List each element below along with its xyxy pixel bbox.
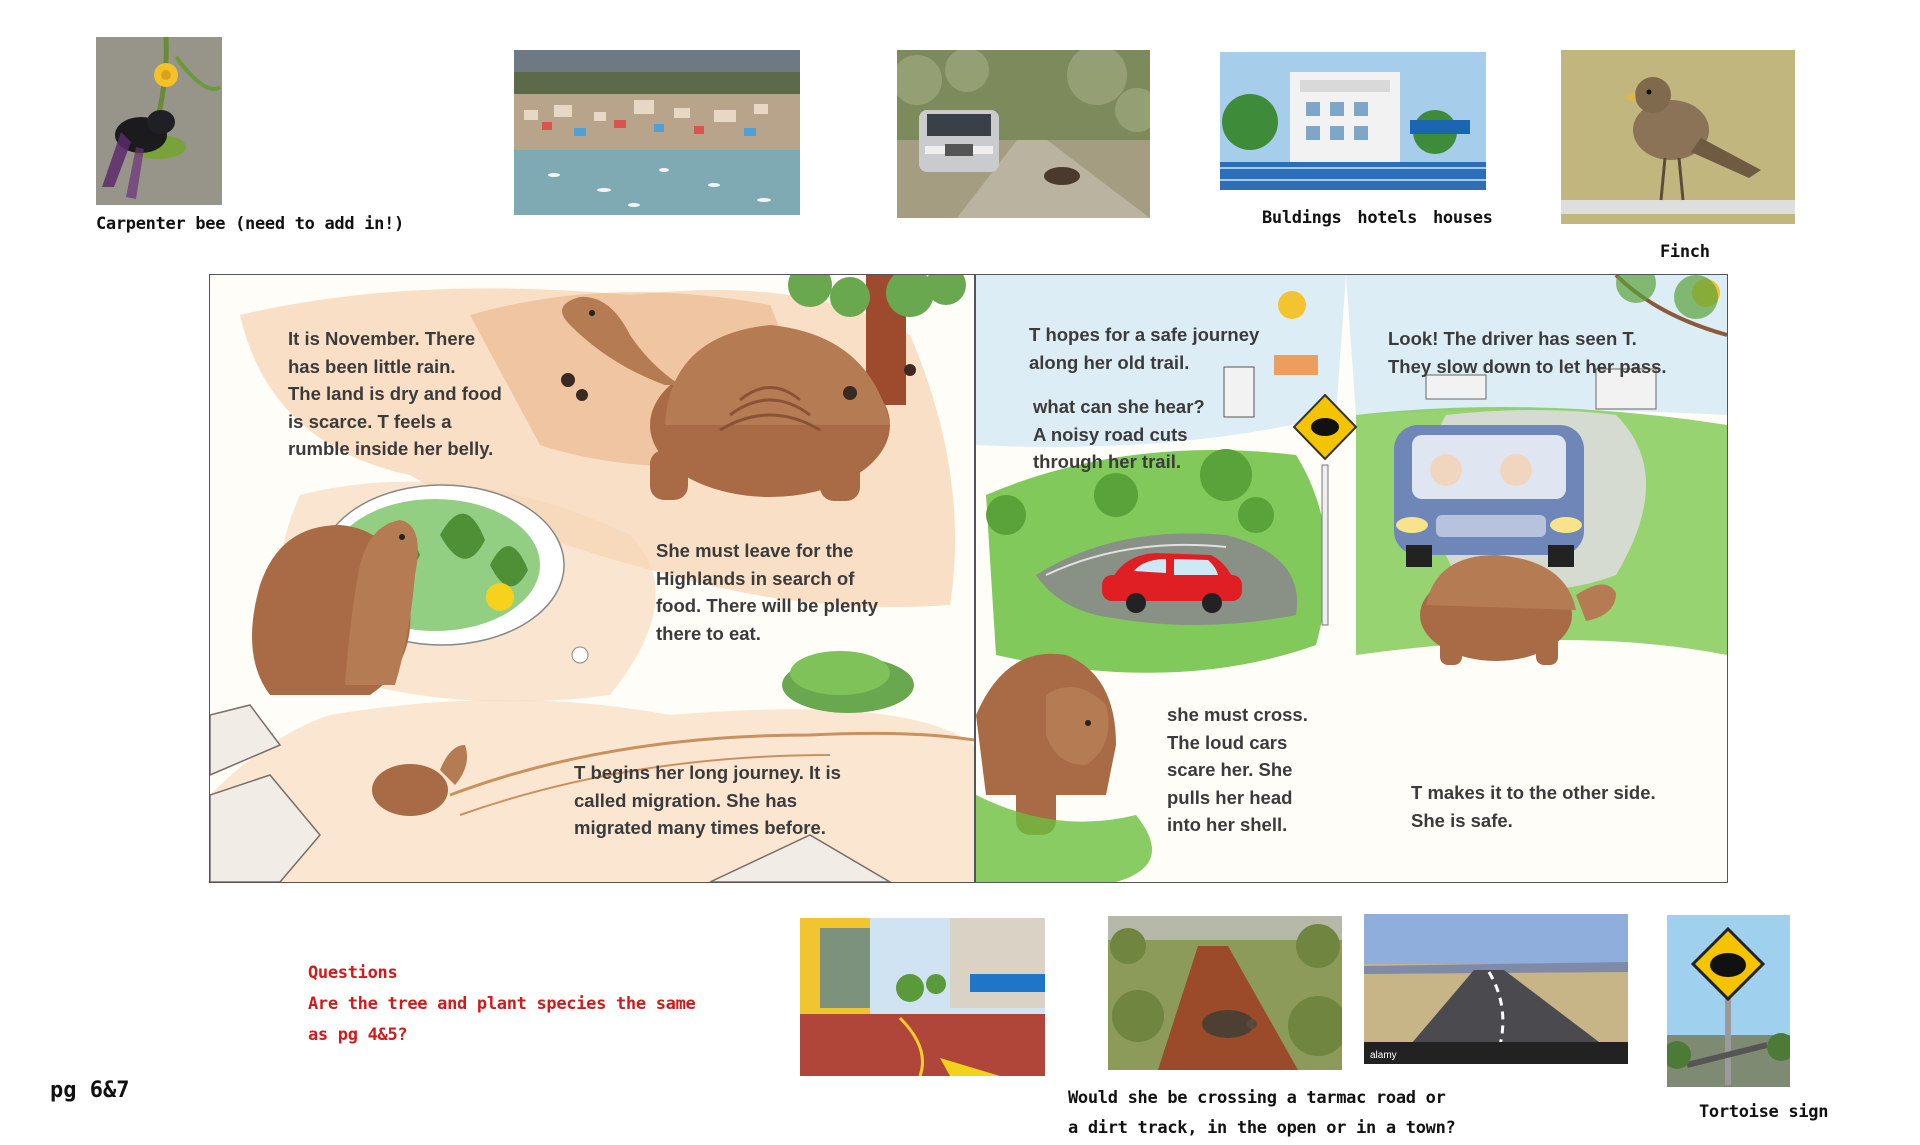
- alamy-watermark: alamy: [1370, 1050, 1397, 1061]
- carpenter-bee-photo: [96, 37, 222, 205]
- left-text-november: It is November. There has been little rain. The land is dry and food is scarce. T feels a rumble inside her belly.: [288, 328, 502, 459]
- left-text-migration: T begins her long journey. It is called migration. She has migrated many times before.: [574, 762, 841, 838]
- right-text-driver-seen: Look! The driver has seen T. They slow down to let her pass.: [1388, 328, 1667, 377]
- left-text-highlands: She must leave for the Highlands in search of food. There will be plenty there to eat.: [656, 540, 879, 644]
- right-text-noisy-road: what can she hear? A noisy road cuts through her trail.: [1033, 396, 1205, 472]
- town-street-photo: [800, 918, 1045, 1076]
- buildings-caption: Buldings hotels houses: [1262, 208, 1493, 228]
- right-text-safe-journey: T hopes for a safe journey along her old trail.: [1029, 324, 1260, 373]
- left-page: [210, 275, 974, 882]
- right-page: [976, 275, 1727, 882]
- finch-caption: Finch: [1660, 242, 1710, 262]
- right-text-safe: T makes it to the other side. She is safe.: [1411, 782, 1656, 831]
- tortoise-sign-caption: Tortoise sign: [1699, 1102, 1829, 1122]
- question-line-2: as pg 4&5?: [308, 1025, 408, 1045]
- town-harbour-photo: [514, 50, 800, 215]
- page-number-label: pg 6&7: [50, 1078, 130, 1103]
- carpenter-bee-caption: Carpenter bee (need to add in!): [96, 214, 404, 234]
- right-text-must-cross: she must cross. The loud cars scare her. She pulls her head into her shell.: [1167, 704, 1308, 835]
- road-question-line-2: a dirt track, in the open or in a town?: [1068, 1118, 1456, 1138]
- road-question-line-1: Would she be crossing a tarmac road or: [1068, 1088, 1446, 1108]
- buildings-photo: [1220, 52, 1486, 190]
- book-spread-pages-6-7: [209, 274, 1728, 883]
- finch-photo: [1561, 50, 1795, 224]
- tarmac-road-photo: [1364, 914, 1628, 1064]
- questions-heading: Questions: [308, 963, 398, 983]
- truck-tortoise-road-photo: [897, 50, 1150, 218]
- tortoise-dirt-track-photo: [1108, 916, 1342, 1070]
- question-line-1: Are the tree and plant species the same: [308, 994, 696, 1014]
- tortoise-sign-photo: [1667, 915, 1790, 1087]
